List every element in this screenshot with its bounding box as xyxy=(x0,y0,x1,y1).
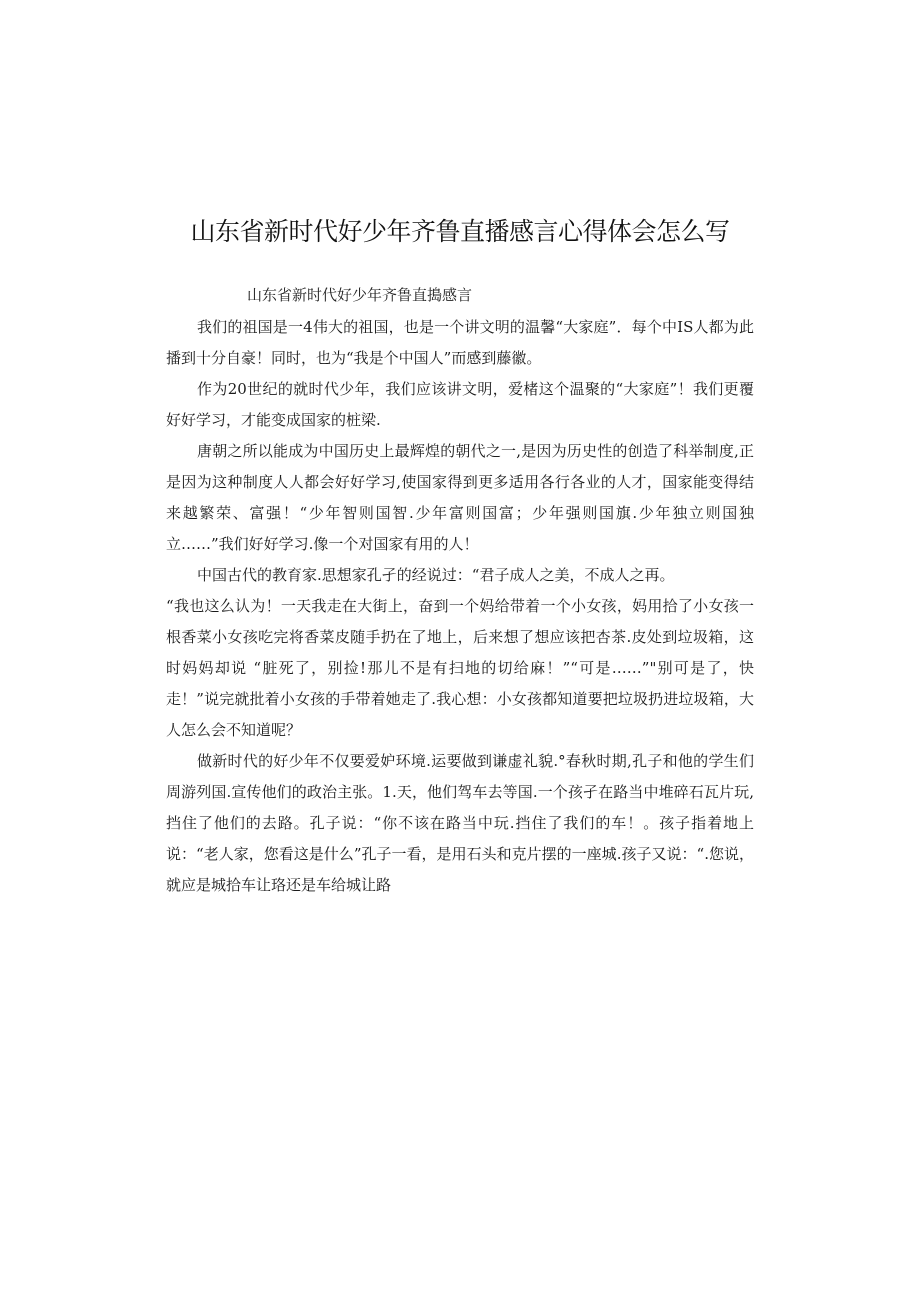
paragraph-6: 做新时代的好少年不仅要爱妒环境.运要做到谦虚礼貌.°春秋时期,孔子和他的学生们周游列国.宣传他们的政治主张。1.天，他们驾车去等国.一个孩孑在路当中堆碎石瓦片玩,挡住了他们的去路。孔子说：“你不该在路当中玩.挡住了我们的车！。孩子指着地上说：“老人家，您看这是什么”孔子一看，是用石头和克片摆的一座城.孩子又说：“.您说，就应是城拾车让珞还是车给城让路 xyxy=(166,752,754,894)
paragraph-3: 唐朝之所以能成为中国历史上最辉煌的朝代之一,是因为历史性的创造了科举制度,正是因为这种制度人人都会好好学习,使国家得到更多适用各行各业的人才，国家能变得结来越繁荣、富强！“少年智则国智.少年富则国富；少年强则国旗.少年独立则国独立……”我们好好学习.像一个对国家有用的人！ xyxy=(166,442,754,553)
document-body xyxy=(166,312,754,901)
paragraph-4: 中国古代的教育家.思想家孔孑的经说过：“君子成人之美，不成人之再。 xyxy=(197,566,675,584)
document-subtitle: 山东省新时代好少年齐鲁直搗感言 xyxy=(247,286,473,304)
paragraph-2: 作为20世纪的就时代少年，我们应该讲文明，爱楮这个温聚的“大家庭”！我们更覆好好学习，才能变成国家的桩梁. xyxy=(166,380,754,429)
paragraph-5: “我也这么认为！一天我走在大街上，奋到一个妈给带着一个小女孩，妈用拾了小女孩一根香菜小女孩吃完将香菜皮随手扔在了地上，后来想了想应该把杏茶.皮处到垃圾箱，这时妈妈却说 “脏死了，别捡!那儿不是有扫地的切给麻！”“可是……”"别可是了，快走！”说完就批着小女孩的手带着她走了.我心想：小女孩都知道要把垃圾扔进垃圾箱，大人怎么会不知道呢？ xyxy=(166,597,754,739)
paragraph-1: 我们的祖国是一4伟大的祖国，也是一个讲文明的温馨“大家庭”．每个中IS人都为此播到十分自豪！同时，也为“我是个中国人”而感到藤徽。 xyxy=(166,318,754,367)
document-title: 山东省新时代好少年齐鲁直播感言心得体会怎么写 xyxy=(190,217,730,246)
